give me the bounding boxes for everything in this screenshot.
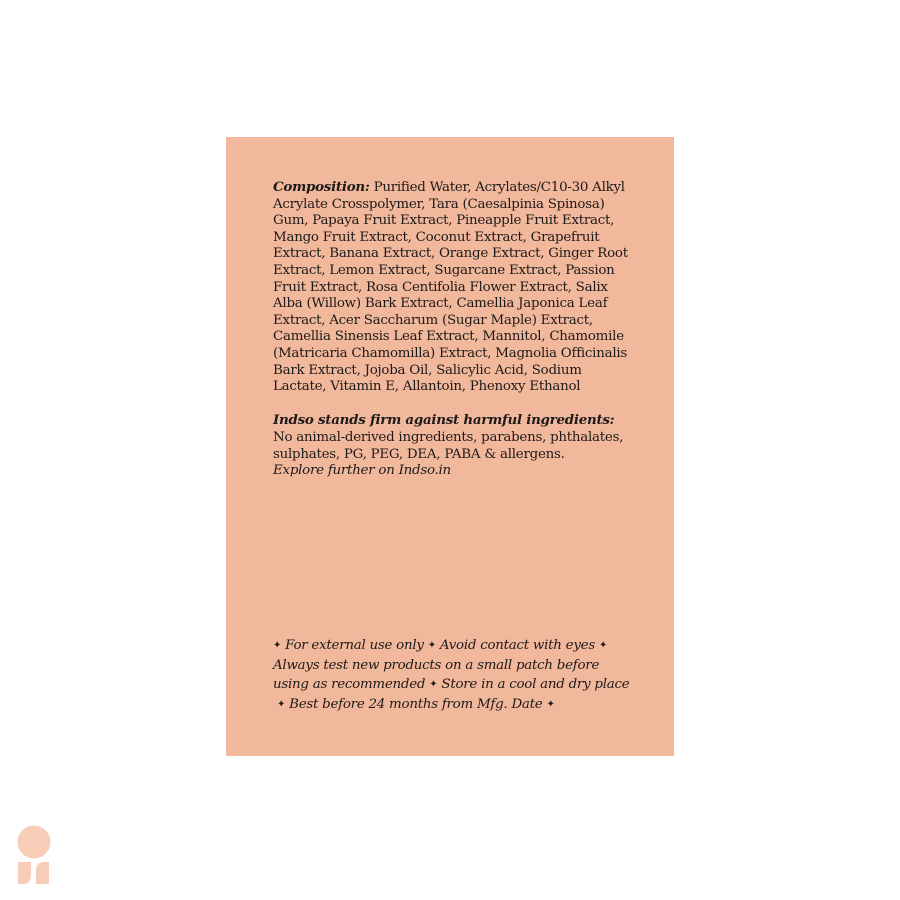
composition-paragraph (273, 179, 633, 396)
composition-heading: Composition: (273, 179, 370, 195)
warning-item: For external use only (285, 638, 424, 653)
product-label-card (226, 137, 674, 756)
composition-text: Purified Water, Acrylates/C10-30 Alkyl Acrylate Crosspolymer, Tara (Caesalpinia Spinosa) Gum, Papaya Fruit Extract, Pineapple Fruit Extract, Mango Fruit Extract, Coconut Extract, Grapefruit Extract, Banana Extract, Orange Extract, Ginger Root Extract, Lemon Extract, Sugarcane Extract, Passion Fruit Extract, Rosa Centifolia Flower Extract, Salix Alba (Willow) Bark Extract, Camellia Japonica Leaf Extract, Acer Saccharum (Sugar Maple) Extract, Camellia Sinensis Leaf Extract, Mannitol, Chamomile (Matricaria Chamomilla) Extract, Magnolia Officinalis Bark Extract, Jojoba Oil, Salicylic Acid, Sodium Lactate, Vitamin E, Allantoin, Phenoxy Ethanol (273, 180, 628, 395)
label-content (273, 179, 633, 496)
sparkle-icon: ✦ (598, 640, 608, 651)
sparkle-icon: ✦ (429, 679, 438, 691)
warning-item: Best before 24 months from Mfg. Date (289, 696, 543, 712)
warning-item: Avoid contact with eyes (439, 638, 595, 653)
warnings-block (273, 636, 638, 714)
promise-text: No animal-derived ingredients, parabens, phthalates, sulphates, PG, PEG, DEA, PABA & allergens. (273, 429, 624, 462)
sparkle-icon: ✦ (427, 640, 436, 651)
promise-paragraph (273, 412, 633, 479)
sparkle-icon: ✦ (273, 640, 282, 651)
warning-item: Always test new products on a small patch before using as recommended (273, 657, 600, 693)
warning-item: Store in a cool and dry place (441, 677, 630, 693)
sparkle-icon: ✦ (277, 698, 286, 710)
website-link[interactable]: Explore further on Indso.in (273, 463, 451, 479)
indso-logo-icon (16, 824, 52, 886)
sparkle-icon: ✦ (546, 698, 555, 710)
promise-heading: Indso stands firm against harmful ingredients: (273, 412, 615, 429)
